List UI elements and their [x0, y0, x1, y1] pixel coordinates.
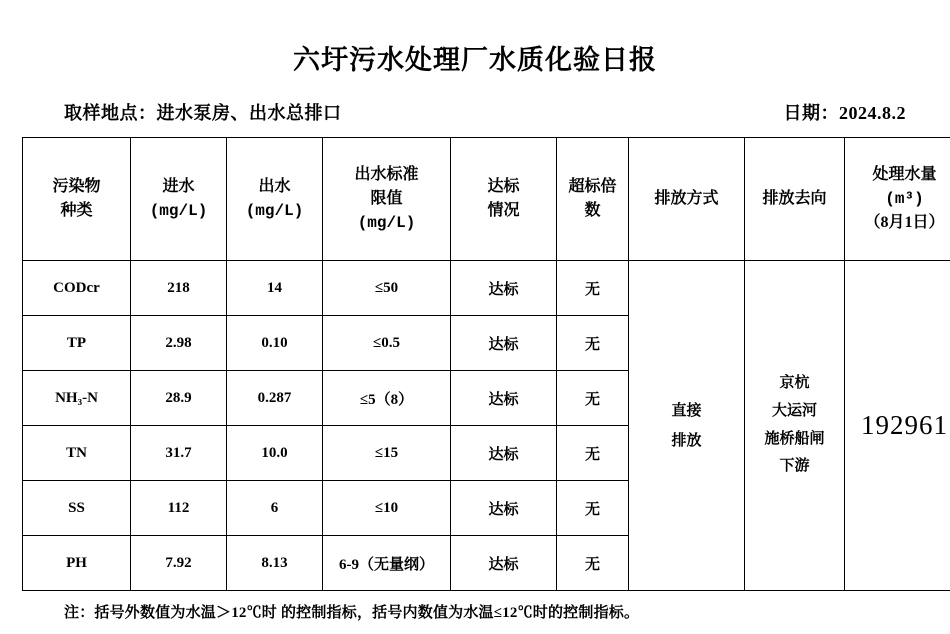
header-exceed-factor [557, 138, 629, 261]
cell-standard: ≤15 [323, 426, 451, 481]
cell-pollutant-type: TP [23, 316, 131, 371]
treated-volume-value: 192961 [861, 410, 948, 440]
header-pollutant-type-line1: 污染物 [25, 175, 128, 199]
cell-pollutant-type: PH [23, 536, 131, 591]
cell-outflow: 0.287 [227, 371, 323, 426]
header-exceed-line2: 数 [559, 199, 626, 223]
cell-standard: ≤0.5 [323, 316, 451, 371]
header-inflow-unit: (mg/L) [133, 199, 224, 223]
cell-treated-volume [845, 261, 950, 591]
header-volume-unit: (m³) [847, 187, 950, 211]
header-exceed-line1: 超标倍 [559, 175, 626, 199]
page-title: 六圩污水处理厂水质化验日报 [22, 38, 928, 77]
cell-standard: 6-9（无量纲） [323, 536, 451, 591]
discharge-method-line2: 排放 [631, 426, 742, 456]
header-standard-line1: 出水标准 [325, 163, 448, 187]
header-reach-line1: 达标 [453, 175, 554, 199]
cell-outflow: 14 [227, 261, 323, 316]
header-reach-status [451, 138, 557, 261]
cell-discharge-method [629, 261, 745, 591]
header-discharge-destination: 排放去向 [745, 138, 845, 261]
table-footnote: 注：括号外数值为水温＞12℃时 的控制指标，括号内数值为水温≤12℃时的控制指标。 [22, 601, 928, 622]
cell-reach-status: 达标 [451, 316, 557, 371]
cell-inflow: 218 [131, 261, 227, 316]
header-outflow [227, 138, 323, 261]
cell-inflow: 2.98 [131, 316, 227, 371]
header-volume-period: （8月1日） [847, 211, 950, 235]
discharge-dest-line1: 京杭 [747, 370, 842, 398]
discharge-method-line1: 直接 [631, 396, 742, 426]
discharge-dest-line4: 下游 [747, 453, 842, 481]
cell-exceed-factor: 无 [557, 371, 629, 426]
cell-standard: ≤5（8） [323, 371, 451, 426]
cell-inflow: 28.9 [131, 371, 227, 426]
cell-inflow: 7.92 [131, 536, 227, 591]
cell-reach-status: 达标 [451, 536, 557, 591]
cell-outflow: 6 [227, 481, 323, 536]
header-pollutant-type-line2: 种类 [25, 199, 128, 223]
header-standard-limit [323, 138, 451, 261]
table-row [23, 261, 950, 316]
header-discharge-method: 排放方式 [629, 138, 745, 261]
meta-row [22, 99, 928, 125]
cell-discharge-destination [745, 261, 845, 591]
report-page [0, 38, 950, 634]
cell-standard: ≤50 [323, 261, 451, 316]
cell-pollutant-type: SS [23, 481, 131, 536]
cell-pollutant-type: TN [23, 426, 131, 481]
header-volume-line1: 处理水量 [847, 163, 950, 187]
cell-inflow: 31.7 [131, 426, 227, 481]
cell-outflow: 8.13 [227, 536, 323, 591]
cell-reach-status: 达标 [451, 261, 557, 316]
header-inflow [131, 138, 227, 261]
cell-pollutant-type: NH₃-N [23, 371, 131, 426]
cell-exceed-factor: 无 [557, 316, 629, 371]
cell-exceed-factor: 无 [557, 261, 629, 316]
cell-reach-status: 达标 [451, 481, 557, 536]
cell-outflow: 0.10 [227, 316, 323, 371]
header-treated-volume [845, 138, 950, 261]
water-quality-table [22, 137, 950, 591]
header-inflow-line1: 进水 [133, 175, 224, 199]
discharge-dest-line2: 大运河 [747, 398, 842, 426]
header-pollutant-type [23, 138, 131, 261]
header-outflow-line1: 出水 [229, 175, 320, 199]
header-standard-unit: (mg/L) [325, 211, 448, 235]
cell-pollutant-type: CODcr [23, 261, 131, 316]
cell-inflow: 112 [131, 481, 227, 536]
cell-reach-status: 达标 [451, 371, 557, 426]
header-reach-line2: 情况 [453, 199, 554, 223]
cell-reach-status: 达标 [451, 426, 557, 481]
cell-outflow: 10.0 [227, 426, 323, 481]
cell-exceed-factor: 无 [557, 481, 629, 536]
report-date: 日期：2024.8.2 [784, 99, 907, 125]
discharge-dest-line3: 施桥船闸 [747, 426, 842, 454]
cell-exceed-factor: 无 [557, 536, 629, 591]
header-outflow-unit: (mg/L) [229, 199, 320, 223]
header-standard-line2: 限值 [325, 187, 448, 211]
cell-standard: ≤10 [323, 481, 451, 536]
cell-exceed-factor: 无 [557, 426, 629, 481]
sampling-location: 取样地点：进水泵房、出水总排口 [64, 99, 342, 125]
table-header-row [23, 138, 950, 261]
